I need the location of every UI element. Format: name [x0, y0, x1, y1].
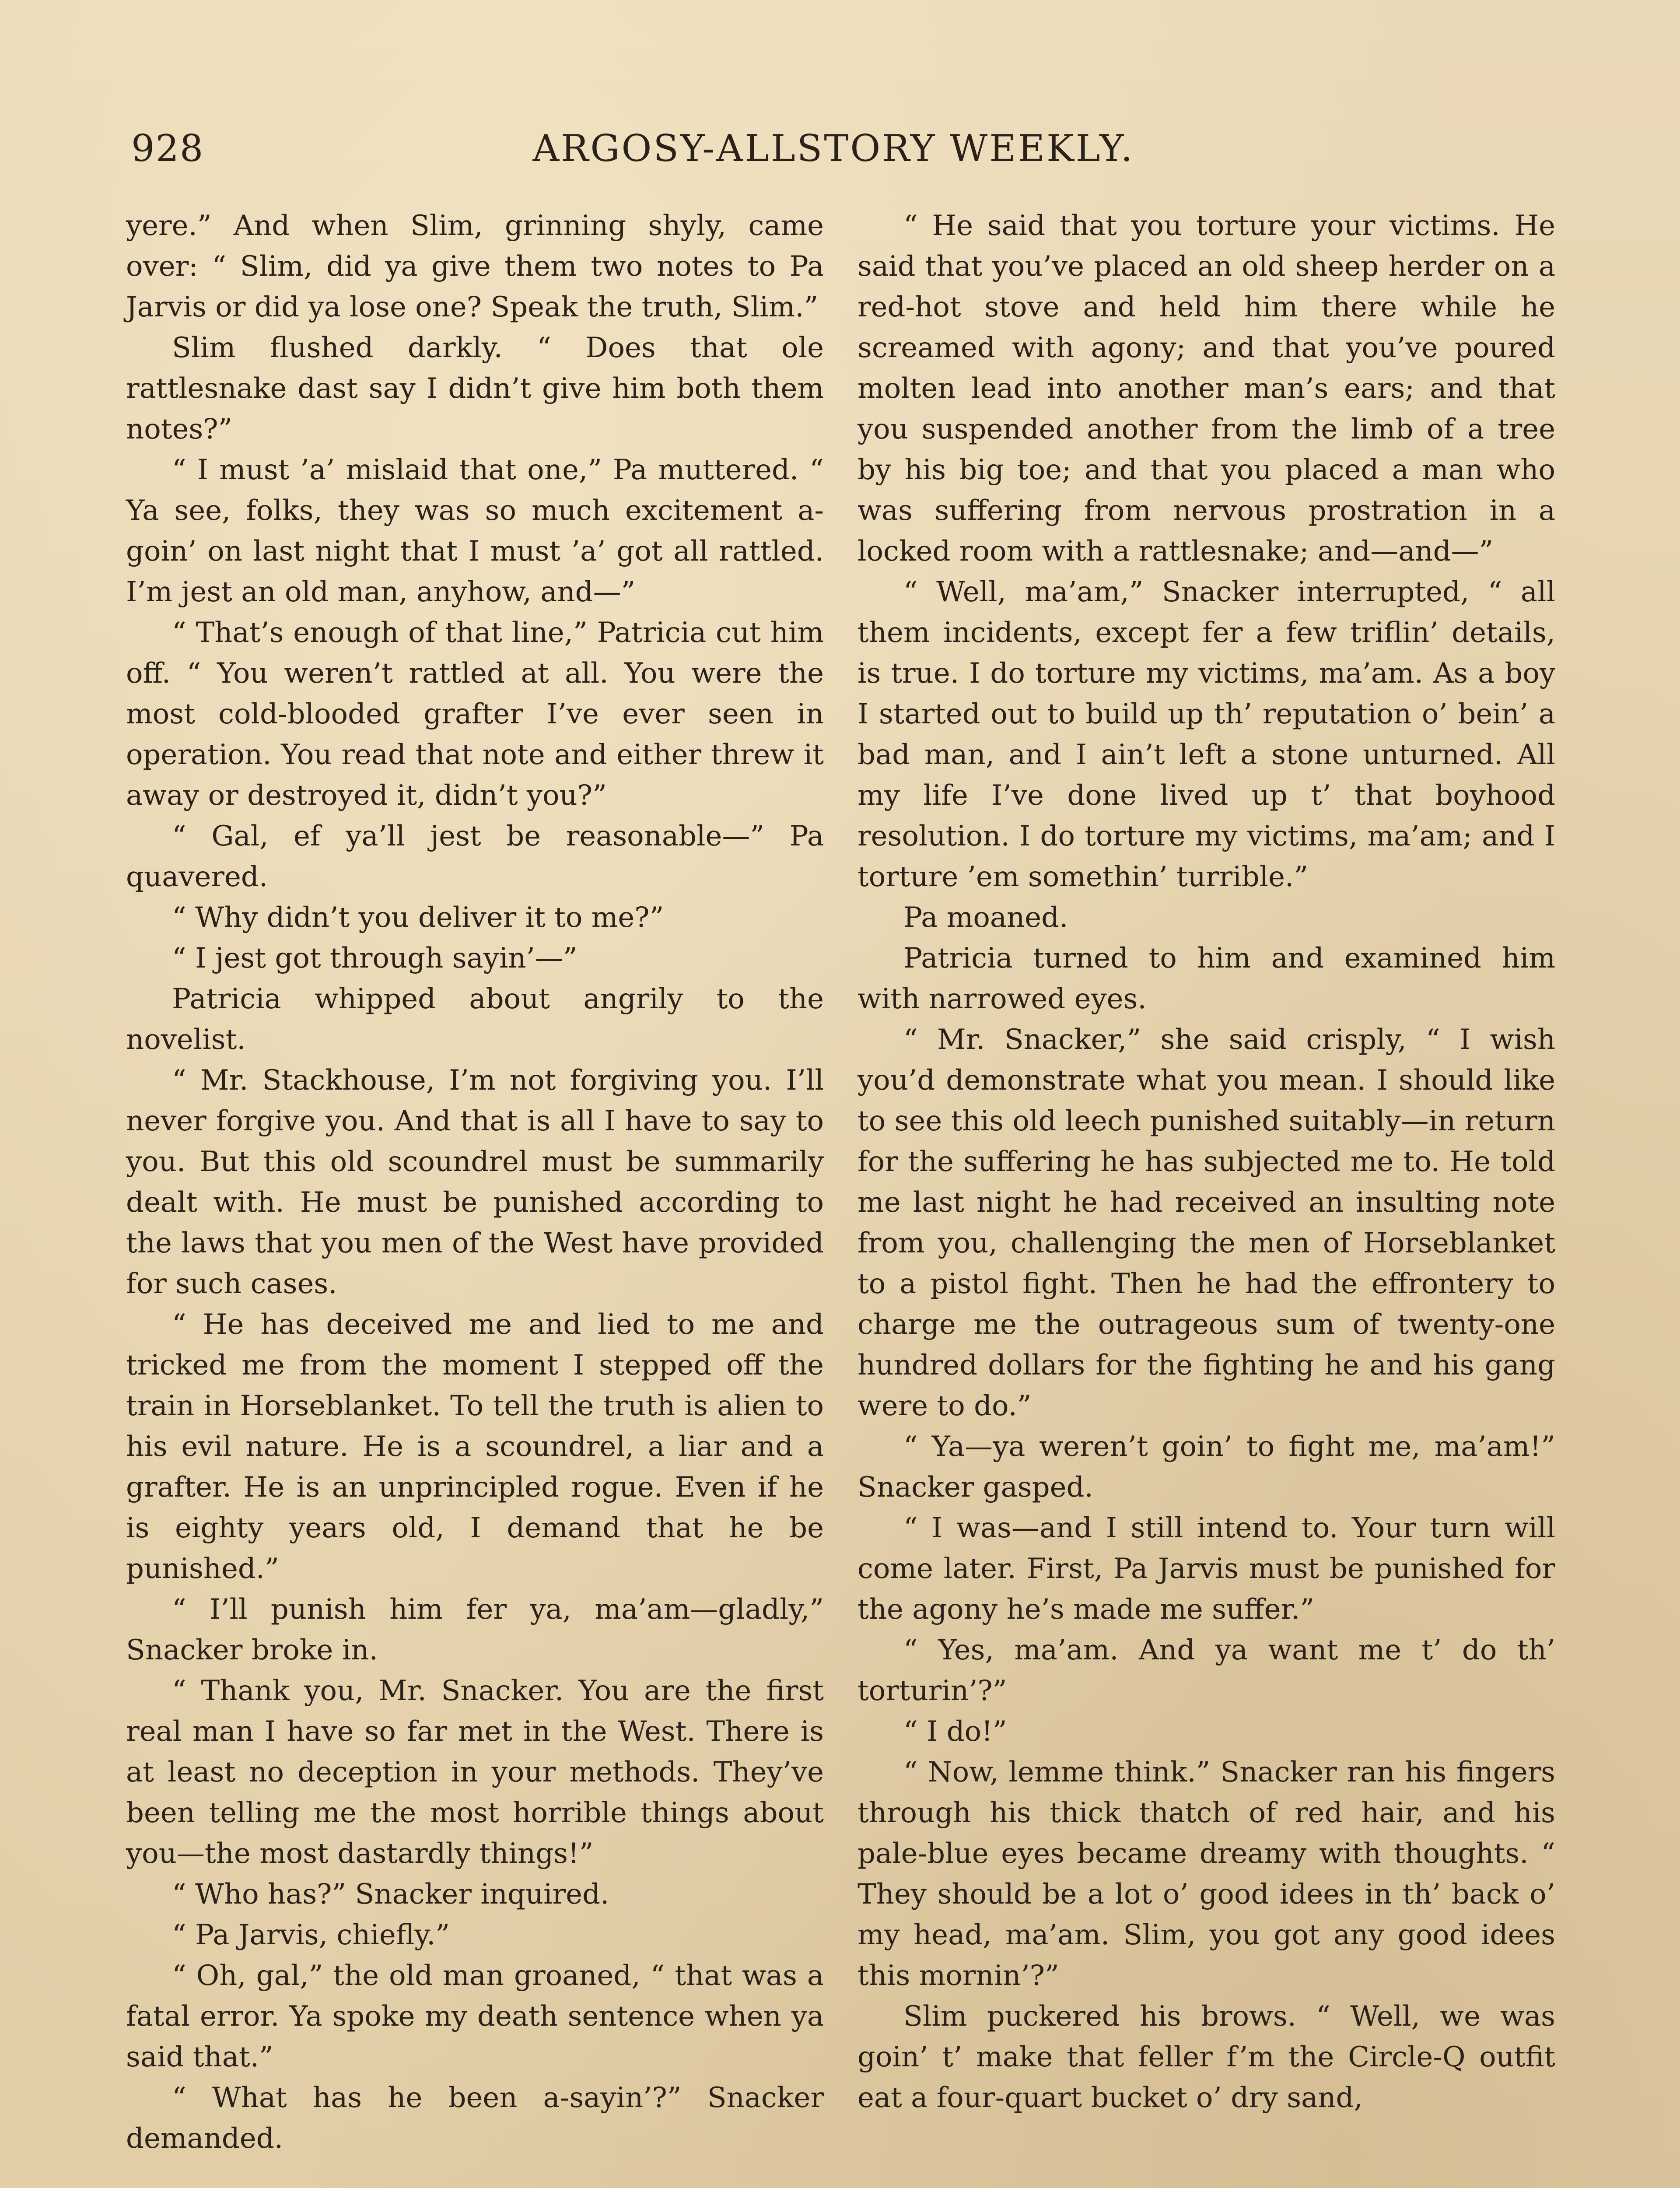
- paragraph: Slim puckered his brows. “ Well, we was goin’ t’ make that feller f’m the Circle-Q outfit eat a four-quart bucket o’ dry sand,: [858, 2000, 1555, 2114]
- paragraph: Patricia whipped about angrily to the novelist.: [126, 983, 824, 1056]
- paragraph: “ I was—and I still intend to. Your turn will come later. First, Pa Jarvis must be punished for the agony he’s made me suffer.”: [858, 1512, 1555, 1626]
- right-column: [858, 206, 1555, 2118]
- paragraph: “ Yes, ma’am. And ya want me t’ do th’ torturin’?”: [858, 1634, 1555, 1707]
- paragraph: “ Thank you, Mr. Snacker. You are the first real man I have so far met in the West. There is at least no deception in your methods. They’ve been telling me the most horrible things about you—the most dastardly things!”: [126, 1675, 824, 1870]
- paragraph: “ He has deceived me and lied to me and tricked me from the moment I stepped off the train in Horseblanket. To tell the truth is alien to his evil nature. He is a scoundrel, a liar and a grafter. He is an unprincipled rogue. Even if he is eighty years old, I demand that he be punished.”: [126, 1308, 824, 1585]
- running-head: ARGOSY-ALLSTORY WEEKLY.: [532, 127, 1134, 170]
- paragraph: “ Now, lemme think.” Snacker ran his fingers through his thick thatch of red hair, and his pale-blue eyes became dreamy with thoughts. “ They should be a lot o’ good idees in th’ back o’ my head, ma’am. Slim, you got any good idees this mornin’?”: [858, 1756, 1555, 1992]
- paragraph: “ I must ’a’ mislaid that one,” Pa muttered. “ Ya see, folks, they was so much excitement a-goin’ on last night that I must ’a’ got all rattled. I’m jest an old man, anyhow, and—”: [126, 454, 824, 608]
- paragraph: “ That’s enough of that line,” Patricia cut him off. “ You weren’t rattled at all. You were the most cold-blooded grafter I’ve ever seen in operation. You read that note and either threw it away or destroyed it, didn’t you?”: [126, 617, 824, 812]
- paragraph: “ Mr. Stackhouse, I’m not forgiving you. I’ll never forgive you. And that is all I have to say to you. But this old scoundrel must be summarily dealt with. He must be punished according to the laws that you men of the West have provided for such cases.: [126, 1064, 824, 1300]
- paragraph: yere.” And when Slim, grinning shyly, came over: “ Slim, did ya give them two notes to Pa Jarvis or did ya lose one? Speak the truth, Slim.”: [126, 210, 824, 323]
- paragraph: “ Gal, ef ya’ll jest be reasonable—” Pa quavered.: [126, 820, 824, 893]
- paragraph: “ Oh, gal,” the old man groaned, “ that was a fatal error. Ya spoke my death sentence when ya said that.”: [126, 1960, 824, 2073]
- paragraph: Slim flushed darkly. “ Does that ole rattlesnake dast say I didn’t give him both them notes?”: [126, 332, 824, 445]
- paragraph: “ Why didn’t you deliver it to me?”: [172, 901, 664, 934]
- paragraph: “ Ya—ya weren’t goin’ to fight me, ma’am!” Snacker gasped.: [858, 1431, 1555, 1504]
- paragraph: Patricia turned to him and examined him with narrowed eyes.: [858, 942, 1555, 1015]
- paragraph: Pa moaned.: [903, 901, 1068, 934]
- page-number: 928: [131, 127, 204, 170]
- paragraph: “ Pa Jarvis, chiefly.”: [172, 1919, 450, 1951]
- paragraph: “ I jest got through sayin’—”: [172, 942, 578, 975]
- paragraph: “ What has he been a-sayin’?” Snacker demanded.: [126, 2082, 824, 2155]
- paragraph: “ He said that you torture your victims. He said that you’ve placed an old sheep herder on a red-hot stove and held him there while he screamed with agony; and that you’ve poured molten lead into another man’s ears; and that you suspended another from the limb of a tree by his big toe; and that you placed a man who was suffering from nervous prostration in a locked room with a rattlesnake; and—and—”: [858, 210, 1555, 568]
- paragraph: “ I do!”: [903, 1715, 1007, 1748]
- page-header: [131, 127, 1536, 175]
- paragraph: “ I’ll punish him fer ya, ma’am—gladly,” Snacker broke in.: [126, 1593, 824, 1666]
- left-column: [126, 206, 824, 2159]
- paragraph: “ Mr. Snacker,” she said crisply, “ I wish you’d demonstrate what you mean. I should like to see this old leech punished suitably—in return for the suffering he has subjected me to. He told me last night he had received an insulting note from you, challenging the men of Horseblanket to a pistol fight. Then he had the effrontery to charge me the outrageous sum of twenty-one hundred dollars for the fighting he and his gang were to do.”: [858, 1024, 1555, 1422]
- paragraph: “ Well, ma’am,” Snacker interrupted, “ all them incidents, except fer a few triflin’ details, is true. I do torture my victims, ma’am. As a boy I started out to build up th’ reputation o’ bein’ a bad man, and I ain’t left a stone unturned. All my life I’ve done lived up t’ that boyhood resolution. I do torture my victims, ma’am; and I torture ’em somethin’ turrible.”: [858, 576, 1555, 893]
- paragraph: “ Who has?” Snacker inquired.: [172, 1878, 609, 1911]
